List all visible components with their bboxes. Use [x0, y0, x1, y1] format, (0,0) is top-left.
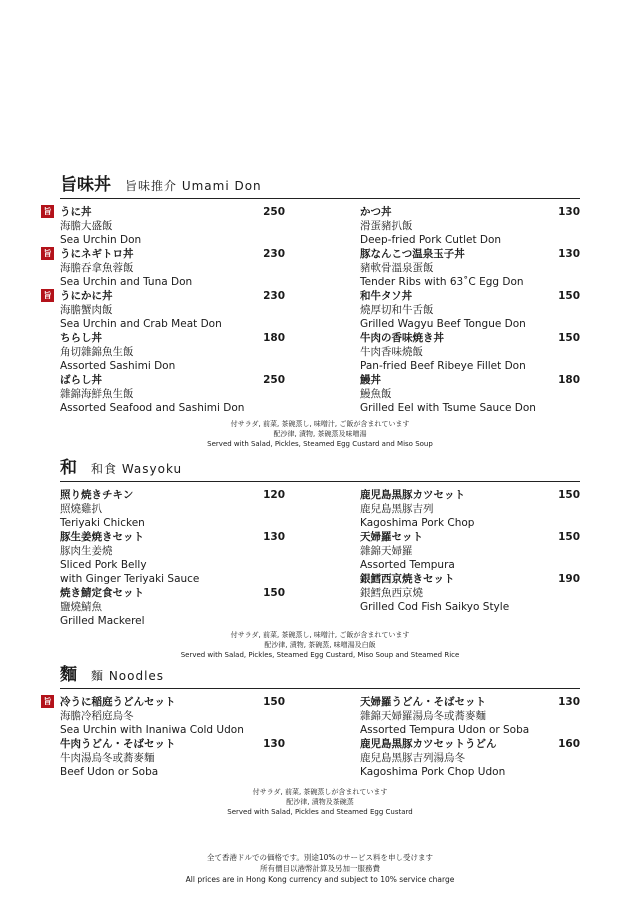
item-name-ja: 牛肉うどん・そばセット: [60, 738, 176, 750]
item-price: 180: [558, 374, 580, 386]
item-name-en: Sea Urchin and Crab Meat Don: [60, 318, 222, 330]
item-price: 120: [263, 489, 285, 501]
item-name-zh: 海膽蟹肉飯: [60, 304, 113, 316]
item-name-en: Sliced Pork Belly: [60, 559, 147, 571]
menu-item: [360, 205, 580, 247]
note-en: Served with Salad, Pickles and Steamed Egg Custard: [227, 808, 413, 816]
note-en: Served with Salad, Pickles, Steamed Egg Custard and Miso Soup: [207, 440, 433, 448]
section-header: [60, 453, 580, 482]
item-price: 160: [558, 738, 580, 750]
item-name-en: Kagoshima Pork Chop: [360, 517, 475, 529]
menu-item: [360, 289, 580, 331]
menu-item: [60, 331, 285, 373]
item-name-ja: ばらし丼: [60, 374, 102, 386]
menu-item: [360, 488, 580, 530]
section-title: 麵: [60, 665, 77, 685]
item-price: 130: [263, 738, 285, 750]
menu-column-left: [43, 695, 285, 779]
item-name-ja: 天婦羅セット: [360, 531, 423, 543]
item-name-ja: 牛肉の香味焼き丼: [360, 332, 444, 344]
section-subtitle: 旨味推介 Umami Don: [125, 179, 262, 193]
item-name-ja: 鹿児島黒豚カツセット: [360, 489, 465, 501]
item-name-zh: 燒厚切和牛舌飯: [360, 304, 434, 316]
section-header: [60, 660, 580, 689]
item-name-zh: 銀鱈魚西京燒: [360, 587, 423, 599]
item-name-ja: 和牛タソ丼: [360, 290, 413, 302]
menu-item: [43, 247, 285, 289]
item-name-zh: 照燒雞扒: [60, 503, 102, 515]
menu-item: [60, 488, 285, 530]
item-name-zh: 雜錦天婦羅湯烏冬或蕎麥麵: [360, 710, 486, 722]
menu-item: [360, 530, 580, 572]
item-name-en: Grilled Wagyu Beef Tongue Don: [360, 318, 526, 330]
footer-zh: 所有價目以港幣計算及另加一服務費: [260, 864, 380, 873]
item-price: 250: [263, 206, 285, 218]
item-name-en: Sea Urchin and Tuna Don: [60, 276, 193, 288]
item-name-en: Sea Urchin Don: [60, 234, 142, 246]
section-note: [60, 630, 580, 660]
item-price: 180: [263, 332, 285, 344]
footer-en: All prices are in Hong Kong currency and subject to 10% service charge: [185, 875, 455, 884]
item-name-zh: 雜錦海鮮魚生飯: [60, 388, 134, 400]
item-name-ja: 鰻丼: [360, 374, 381, 386]
item-name-ja: うにかに丼: [60, 290, 113, 302]
item-price: 250: [263, 374, 285, 386]
item-price: 130: [558, 696, 580, 708]
item-name-ja: 鹿児島黒豚カツセットうどん: [360, 738, 497, 750]
item-price: 150: [558, 332, 580, 344]
menu-item: [360, 373, 580, 415]
item-name-zh: 鹽燒鯖魚: [60, 601, 102, 613]
menu-column-right: [360, 205, 580, 415]
item-price: 130: [558, 248, 580, 260]
item-name-zh: 豚肉生姜燒: [60, 545, 113, 557]
note-zh: 配沙律, 漬物及茶碗蒸: [286, 798, 354, 806]
item-price: 150: [558, 290, 580, 302]
menu-item: [43, 205, 285, 247]
item-name-en: Grilled Cod Fish Saikyo Style: [360, 601, 510, 613]
item-name-zh: 豬軟骨溫泉蛋飯: [360, 262, 434, 274]
item-name-en: Teriyaki Chicken: [60, 517, 145, 529]
item-name-zh: 雜錦天婦羅: [360, 545, 413, 557]
menu-item: [43, 695, 285, 737]
item-price: 230: [263, 248, 285, 260]
item-price: 150: [263, 696, 285, 708]
footer-ja: 全て香港ドルでの価格です。別途10%のサービス料を申し受けます: [206, 853, 434, 862]
section-wasyoku: [60, 453, 580, 659]
section-note: [60, 419, 580, 449]
umami-badge-icon: 旨: [41, 289, 54, 302]
item-name-ja: 銀鱈西京焼きセット: [360, 573, 455, 585]
item-name-en: Sea Urchin with Inaniwa Cold Udon: [60, 724, 244, 736]
item-name-ja: うにネギトロ丼: [60, 248, 134, 260]
note-ja: 付サラダ, 前菜, 茶碗蒸しが含まれています: [252, 788, 388, 796]
menu-column-left: [43, 205, 285, 415]
section-title: 和: [60, 458, 77, 478]
item-name-ja: 天婦羅うどん・そばセット: [360, 696, 486, 708]
menu-column-left: [60, 488, 285, 628]
item-name-ja: かつ丼: [360, 206, 392, 218]
section-noodles: [43, 660, 580, 816]
item-name-zh: 滑蛋豬扒飯: [360, 220, 413, 232]
item-name-zh: 鰻魚飯: [360, 388, 392, 400]
item-price: 230: [263, 290, 285, 302]
item-price: 150: [263, 587, 285, 599]
menu-item: [43, 289, 285, 331]
section-note: [60, 787, 580, 817]
section-umami-don: [43, 170, 580, 448]
menu-item: [60, 373, 285, 415]
menu-item: [360, 572, 580, 614]
section-subtitle: 和食 Wasyoku: [91, 462, 183, 476]
item-name-en: Pan-fried Beef Ribeye Fillet Don: [360, 360, 526, 372]
menu-item: [360, 247, 580, 289]
menu-column-right: [360, 695, 580, 779]
section-subtitle: 麵 Noodles: [91, 669, 165, 683]
item-name-ja: 焼き鯖定食セット: [60, 587, 144, 599]
menu-item: [60, 737, 285, 779]
menu-column-right: [360, 488, 580, 614]
umami-badge-icon: 旨: [41, 695, 54, 708]
item-name-en: Assorted Sashimi Don: [60, 360, 176, 372]
menu-item: [360, 695, 580, 737]
item-name-en: Assorted Tempura: [360, 559, 455, 571]
item-price: 190: [558, 573, 580, 585]
menu-item: [60, 530, 285, 586]
note-zh: 配沙律, 漬物, 茶碗蒸, 味噌湯及白飯: [264, 641, 376, 649]
item-price: 150: [558, 489, 580, 501]
item-price: 130: [558, 206, 580, 218]
item-price: 150: [558, 531, 580, 543]
item-name-zh: 牛肉湯烏冬或蕎麥麵: [60, 752, 155, 764]
item-name-ja: 豚なんこつ温泉玉子丼: [360, 248, 465, 260]
item-name-zh: 海膽大盛飯: [60, 220, 113, 232]
price-footer: [60, 852, 580, 885]
item-name-zh: 海膽吞拿魚蓉飯: [60, 262, 134, 274]
item-name-en: Beef Udon or Soba: [60, 766, 159, 778]
note-zh: 配沙律, 漬物, 茶碗蒸及味噌湯: [273, 430, 367, 438]
item-name-zh: 角切雜錦魚生飯: [60, 346, 134, 358]
item-name-ja: うに丼: [60, 206, 92, 218]
item-name-en: Assorted Seafood and Sashimi Don: [60, 402, 245, 414]
item-name-zh: 海膽冷稻庭烏冬: [60, 710, 134, 722]
item-name-en: Grilled Mackerel: [60, 615, 145, 627]
item-name-en: Deep-fried Pork Cutlet Don: [360, 234, 502, 246]
item-name-en: Kagoshima Pork Chop Udon: [360, 766, 506, 778]
item-name-zh: 鹿兒島黑豚吉列湯烏冬: [360, 752, 465, 764]
umami-badge-icon: 旨: [41, 247, 54, 260]
note-ja: 付サラダ, 前菜, 茶碗蒸し, 味噌汁, ご飯が含まれています: [230, 631, 410, 639]
umami-badge-icon: 旨: [41, 205, 54, 218]
item-name-ja: ちらし丼: [60, 332, 102, 344]
menu-item: [60, 586, 285, 628]
menu-item: [360, 331, 580, 373]
note-ja: 付サラダ, 前菜, 茶碗蒸し, 味噌汁, ご飯が含まれています: [230, 420, 410, 428]
menu-item: [360, 737, 580, 779]
item-name-zh: 鹿兒島黑豚吉列: [360, 503, 434, 515]
item-name-en-line2: with Ginger Teriyaki Sauce: [60, 573, 200, 585]
item-price: 130: [263, 531, 285, 543]
item-name-ja: 豚生姜焼きセット: [60, 531, 144, 543]
section-title: 旨味丼: [60, 175, 111, 195]
item-name-ja: 照り焼きチキン: [60, 489, 134, 501]
note-en: Served with Salad, Pickles, Steamed Egg Custard, Miso Soup and Steamed Rice: [180, 651, 460, 659]
item-name-en: Assorted Tempura Udon or Soba: [360, 724, 530, 736]
item-name-ja: 冷うに稲庭うどんセット: [60, 696, 176, 708]
item-name-en: Grilled Eel with Tsume Sauce Don: [360, 402, 536, 414]
item-name-en: Tender Ribs with 63˚C Egg Don: [360, 276, 524, 288]
item-name-zh: 牛肉香味燒飯: [360, 346, 423, 358]
section-header: [60, 170, 580, 199]
